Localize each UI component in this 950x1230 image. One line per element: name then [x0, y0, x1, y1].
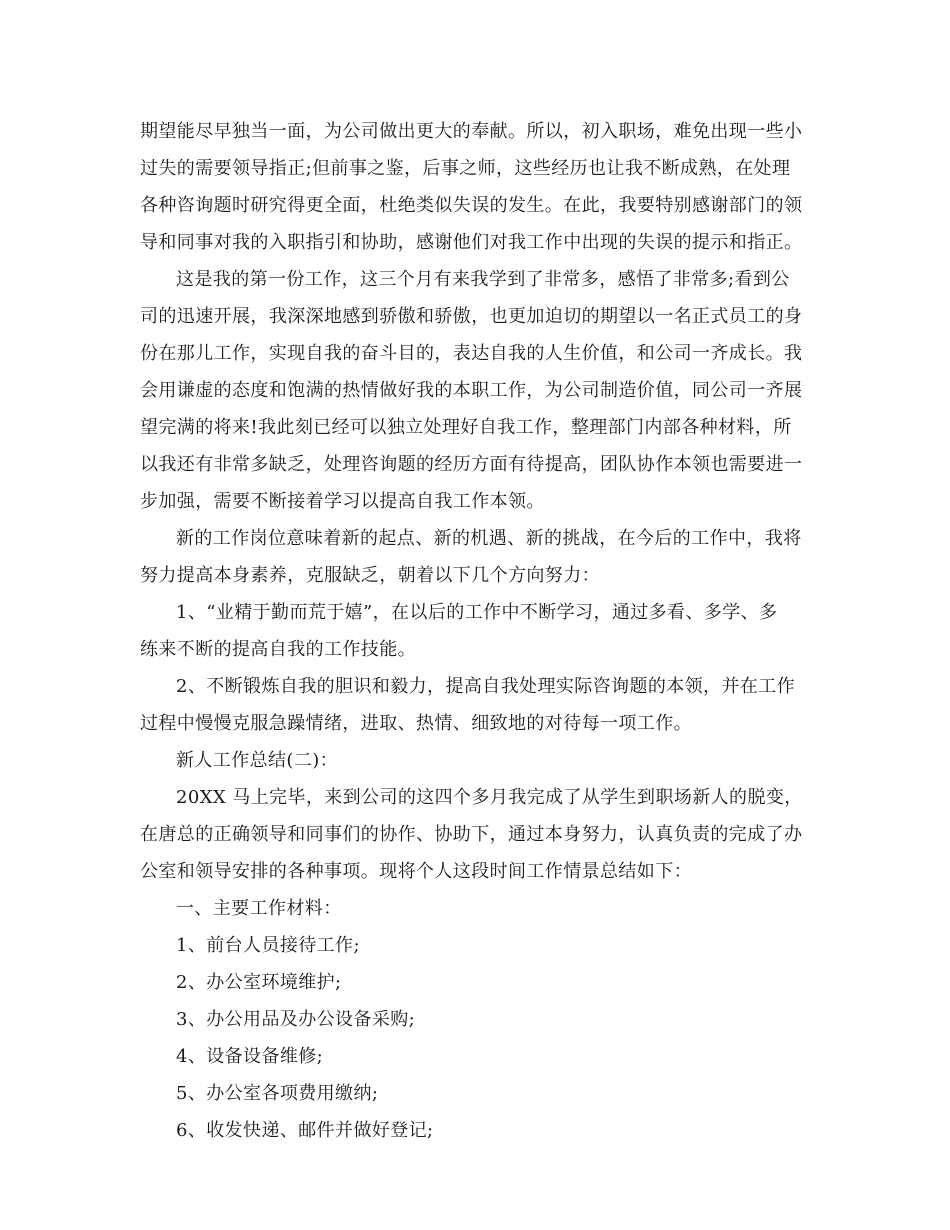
text-line: 20XX 马上完毕，来到公司的这四个多月我完成了从学生到职场新人的脱变， — [176, 787, 803, 808]
text-line: 步加强，需要不断接着学习以提高自我工作本领。 — [140, 491, 545, 512]
text-line: 练来不断的提高自我的工作技能。 — [140, 639, 416, 660]
list-item: 5、办公室各项费用缴纳; — [176, 1083, 379, 1104]
text-line: 1、“业精于勤而荒于嬉”，在以后的工作中不断学习，通过多看、多学、多 — [176, 602, 778, 623]
text-line: 份在那儿工作，实现自我的奋斗目的，表达自我的人生价值，和公司一齐成长。我 — [140, 343, 803, 364]
section-heading: 新人工作总结(二)： — [176, 750, 339, 771]
text-line: 在唐总的正确领导和同事们的协作、协助下，通过本身努力，认真负责的完成了办 — [140, 824, 803, 845]
text-line: 这是我的第一份工作，这三个月有来我学到了非常多，感悟了非常多;看到公 — [176, 269, 790, 290]
text-line: 2、不断锻炼自我的胆识和毅力，提高自我处理实际咨询题的本领，并在工作 — [176, 676, 796, 697]
text-line: 各种咨询题时研究得更全面，杜绝类似失误的发生。在此，我要特别感谢部门的领 — [140, 195, 803, 216]
text-line: 期望能尽早独当一面，为公司做出更大的奉献。所以，初入职场，难免出现一些小 — [140, 121, 803, 142]
text-line: 会用谦虚的态度和饱满的热情做好我的本职工作，为公司制造价值，同公司一齐展 — [140, 380, 803, 401]
text-line: 以我还有非常多缺乏，处理咨询题的经历方面有待提高，团队协作本领也需要进一 — [140, 454, 803, 475]
text-line: 公室和领导安排的各种事项。现将个人这段时间工作情景总结如下： — [140, 861, 692, 882]
text-line: 司的迅速开展，我深深地感到骄傲和骄傲，也更加迫切的期望以一名正式员工的身 — [140, 306, 803, 327]
text-line: 望完满的将来!我此刻已经可以独立处理好自我工作，整理部门内部各种材料，所 — [140, 417, 792, 438]
text-line: 过程中慢慢克服急躁情绪，进取、热情、细致地的对待每一项工作。 — [140, 713, 692, 734]
subsection-heading: 一、主要工作材料： — [176, 898, 342, 919]
document-body — [140, 113, 812, 1149]
text-line: 努力提高本身素养，克服缺乏，朝着以下几个方向努力： — [140, 565, 600, 586]
text-line: 新的工作岗位意味着新的起点、新的机遇、新的挑战，在今后的工作中，我将 — [176, 528, 802, 549]
text-line: 过失的需要领导指正;但前事之鉴，后事之师，这些经历也让我不断成熟，在处理 — [140, 158, 791, 179]
list-item: 1、前台人员接待工作; — [176, 935, 360, 956]
text-line: 导和同事对我的入职指引和协助，感谢他们对我工作中出现的失误的提示和指正。 — [140, 232, 803, 253]
list-item: 4、设备设备维修; — [176, 1046, 324, 1067]
list-item: 6、收发快递、邮件并做好登记; — [176, 1120, 434, 1141]
list-item: 2、办公室环境维护; — [176, 972, 342, 993]
list-item: 3、办公用品及办公设备采购; — [176, 1009, 416, 1030]
